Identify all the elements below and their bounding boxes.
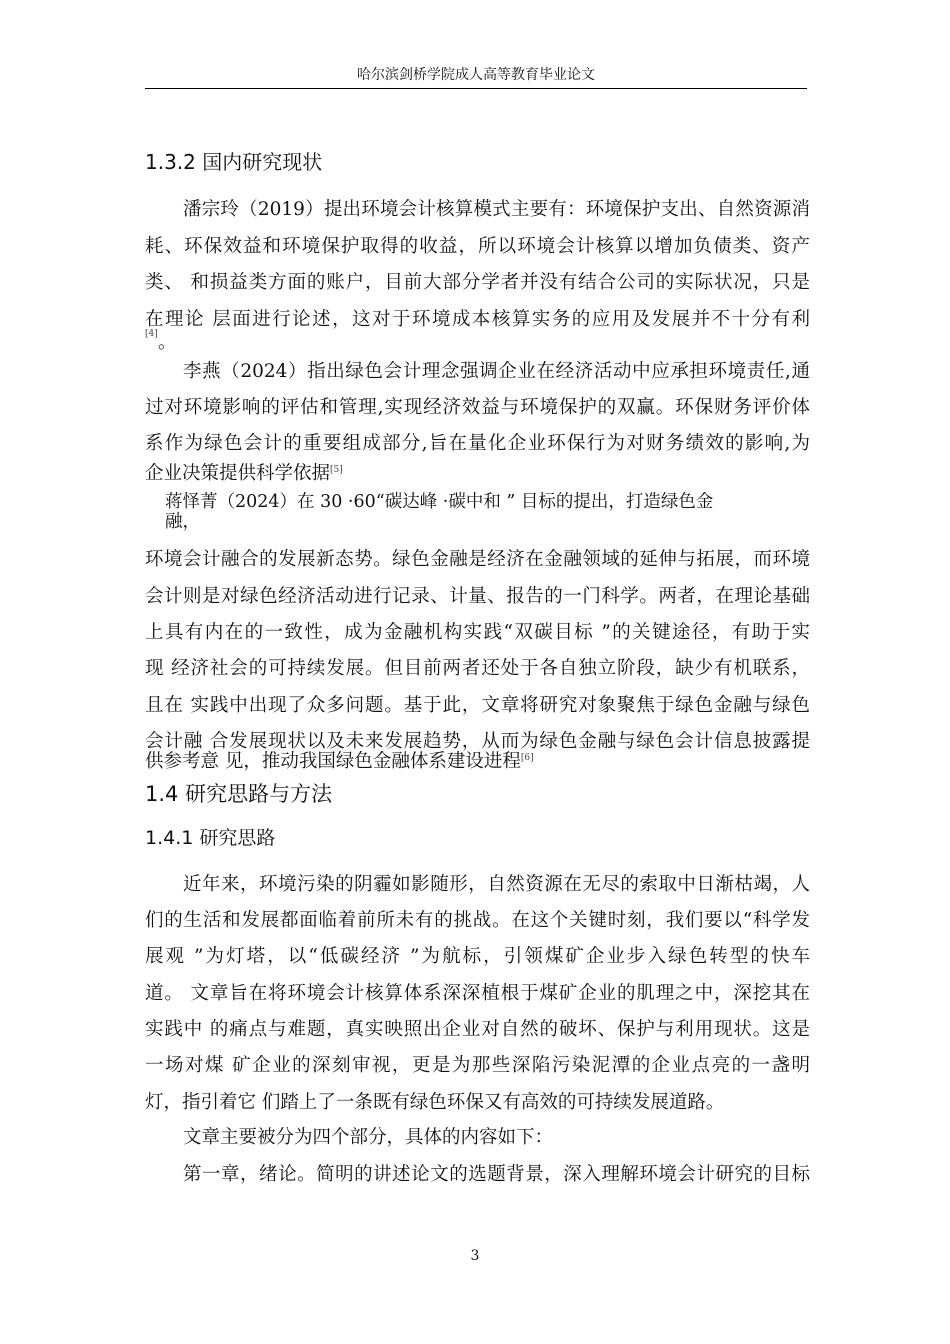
paragraph-line: 灯，指引着它 们踏上了一条既有绿色环保又有高效的可持续发展道路。 [145,1092,725,1113]
paragraph-line: 一场对煤 矿企业的深刻审视，更是为那些深陷污染泥潭的企业点亮的一盏明 [145,1055,810,1076]
paragraph-line: 融， [165,512,200,532]
citation-ref: [4] [145,329,158,339]
page-header: 哈尔滨剑桥学院成人高等教育毕业论文 [357,67,595,83]
paragraph-line: 且在 实践中出现了众多问题。基于此，文章将研究对象聚焦于绿色金融与绿色 [145,695,810,716]
paragraph-line: 环境会计融合的发展新态势。绿色金融是经济在金融领域的延伸与拓展，而环境 [145,549,810,570]
paragraph-line: 实践中 的痛点与难题，真实映照出企业对自然的破坏、保护与利用现状。这是 [145,1019,810,1040]
paragraph-end: 。 [158,332,177,353]
paragraph-line: 第一章，绪论。简明的讲述论文的选题背景，深入理解环境会计研究的目标 [183,1164,810,1185]
paragraph-line: 道。 文章旨在将环境会计核算体系深深植根于煤矿企业的肌理之中，深挖其在 [145,983,810,1004]
paragraph-line: 企业决策提供科学依据 [145,463,331,485]
paragraph-line: 会计融 合发展现状以及未来发展趋势，从而为绿色金融与绿色会计信息披露提 [145,731,810,752]
citation-ref: [6] [520,753,534,763]
paragraph-line: 耗、环保效益和环境保护取得的收益，所以环境会计核算以增加负债类、资产 [145,236,810,257]
paragraph-line: 上具有内在的一致性，成为金融机构实践“双碳目标 ”的关键途径，有助于实 [145,622,810,643]
paragraph-line: 供参考意 见，推动我国绿色金融体系建设进程 [145,751,521,773]
paragraph-line: 蒋怿菁（2024）在 30 ·60“碳达峰 ·碳中和 ” 目标的提出，打造绿色金 [165,492,714,512]
paragraph-line: 类、 和损益类方面的账户，目前大部分学者并没有结合公司的实际状况，只是 [145,272,810,293]
paragraph-line: 们的生活和发展都面临着前所未有的挑战。在这个关键时刻，我们要以“科学发 [145,910,810,931]
paragraph-line: 潘宗玲（2019）提出环境会计核算模式主要有：环境保护支出、自然资源消 [183,199,810,220]
paragraph-line: 近年来，环境污染的阴霾如影随形，自然资源在无尽的索取中日渐枯竭，人 [183,874,810,895]
page-number: 3 [470,1248,480,1264]
paragraph-line: 过对环境影响的评估和管理,实现经济效益与环境保护的双赢。环保财务评价体 [145,397,810,418]
paragraph-line: 在理论 层面进行论述，这对于环境成本核算实务的应用及发展并不十分有利 [145,309,810,330]
paragraph-line: 文章主要被分为四个部分，具体的内容如下： [183,1127,554,1148]
section-heading-1-4-1: 1.4.1 研究思路 [145,827,276,849]
paragraph-line: 李燕（2024）指出绿色会计理念强调企业在经济活动中应承担环境责任,通 [183,361,810,382]
section-heading-1-3-2: 1.3.2 国内研究现状 [145,150,323,174]
citation-ref: [5] [330,465,343,475]
paragraph-line: 会计则是对绿色经济活动进行记录、计量、报告的一门科学。两者，在理论基础 [145,586,810,607]
paragraph-line: 现 经济社会的可持续发展。但目前两者还处于各自独立阶段，缺少有机联系， [145,658,810,679]
paragraph-line: 展观 ”为灯塔，以“低碳经济 ”为航标，引领煤矿企业步入绿色转型的快车 [145,946,810,967]
section-heading-1-4: 1.4 研究思路与方法 [145,782,333,806]
header-rule [145,88,807,89]
paragraph-line: 系作为绿色会计的重要组成部分,旨在量化企业环保行为对财务绩效的影响,为 [145,433,810,454]
